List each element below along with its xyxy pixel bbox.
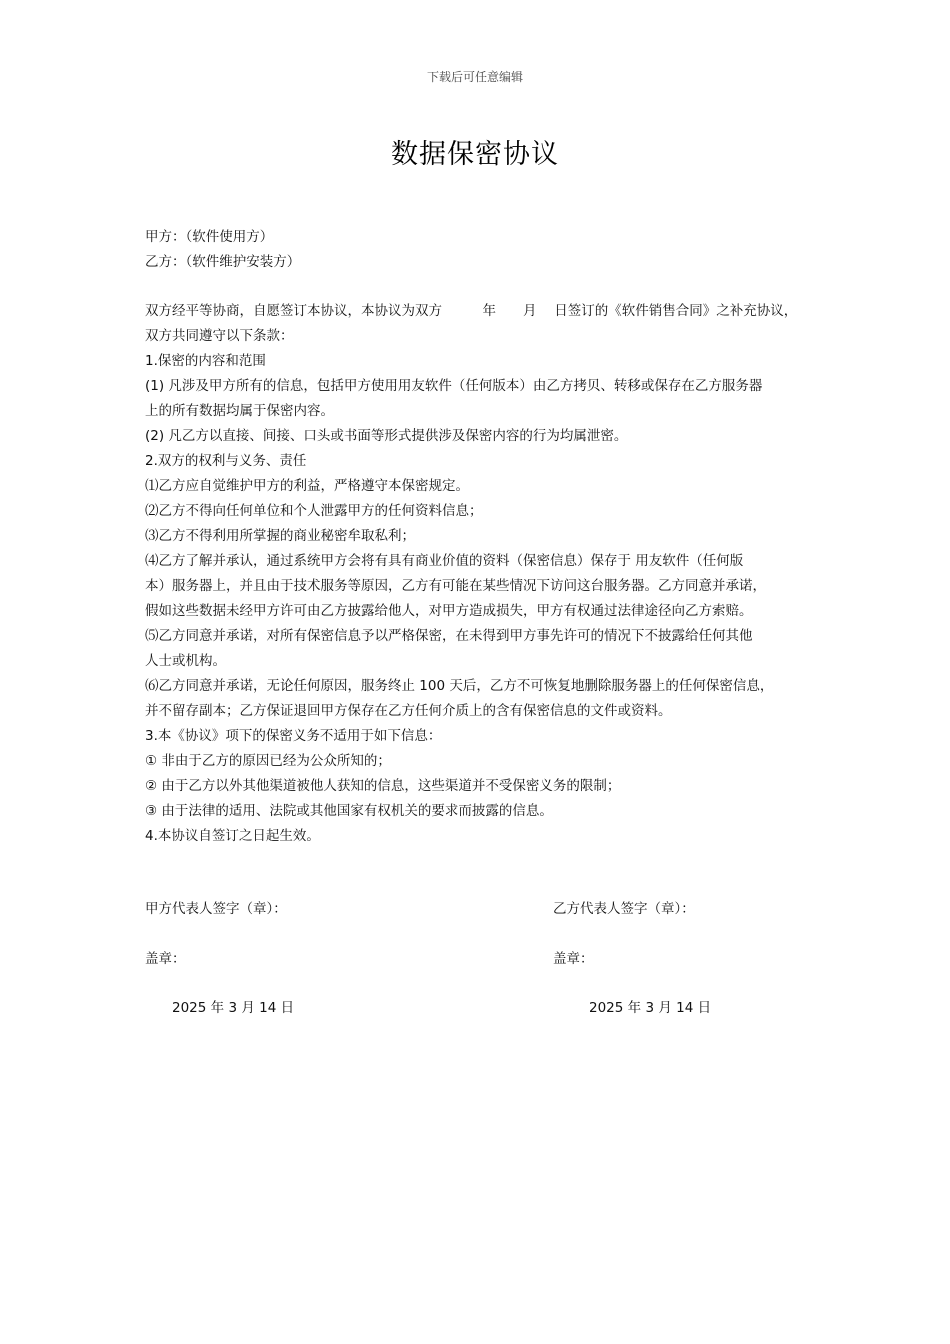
header-note: 下载后可任意编辑 — [426, 70, 523, 84]
body-line: 并不留存副本；乙方保证退回甲方保存在乙方任何介质上的含有保密信息的文件或资料。 — [145, 703, 672, 719]
body-line: 人士或机构。 — [145, 653, 226, 669]
body-line: ⑶乙方不得利用所掌握的商业秘密牟取私利； — [145, 528, 415, 544]
party-b-line: 乙方：（软件维护安装方） — [145, 254, 301, 270]
parties-block — [145, 225, 825, 275]
party-a-date: 2025 年 3 月 14 日 — [172, 1000, 295, 1016]
body-line: ⑴乙方应自觉维护甲方的利益，严格遵守本保密规定。 — [145, 478, 469, 494]
party-b-date: 2025 年 3 月 14 日 — [589, 1000, 712, 1016]
body-line: ③ 由于法律的适用、法院或其他国家有权机关的要求而披露的信息。 — [145, 803, 553, 819]
body-line: ① 非由于乙方的原因已经为公众所知的； — [145, 753, 391, 769]
party-b-seal-label: 盖章： — [553, 951, 594, 967]
party-a-seal-label: 盖章： — [145, 951, 186, 967]
party-b-signature-label: 乙方代表人签字（章）： — [553, 901, 695, 917]
body-line: 本）服务器上，并且由于技术服务等原因，乙方有可能在某些情况下访问这台服务器。乙方同意并承诺， — [145, 578, 766, 594]
document-title: 数据保密协议 — [391, 139, 559, 170]
body-line: 上的所有数据均属于保密内容。 — [145, 403, 334, 419]
agreement-body — [145, 299, 825, 849]
body-line: ⑷乙方了解并承认，通过系统甲方会将有具有商业价值的资料（保密信息）保存于 用友软件（任何版 — [145, 553, 744, 569]
body-line: ⑵乙方不得向任何单位和个人泄露甲方的任何资料信息； — [145, 503, 483, 519]
party-a-line: 甲方：（软件使用方） — [145, 229, 274, 245]
party-a-signature-label: 甲方代表人签字（章）： — [145, 901, 287, 917]
body-line: (1) 凡涉及甲方所有的信息，包括甲方使用用友软件（任何版本）由乙方拷贝、转移或保存在乙方服务器 — [145, 378, 763, 394]
body-line: ② 由于乙方以外其他渠道被他人获知的信息，这些渠道并不受保密义务的限制； — [145, 778, 621, 794]
body-line: (2) 凡乙方以直接、间接、口头或书面等形式提供涉及保密内容的行为均属泄密。 — [145, 428, 628, 444]
body-line: 双方共同遵守以下条款： — [145, 328, 294, 344]
body-line: ⑹乙方同意并承诺，无论任何原因，服务终止 100 天后，乙方不可恢复地删除服务器上的任何保密信息， — [145, 678, 774, 694]
section-heading: 2.双方的权利与义务、责任 — [145, 453, 307, 469]
body-line: 假如这些数据未经甲方许可由乙方披露给他人，对甲方造成损失，甲方有权通过法律途径向乙方索赔。 — [145, 603, 753, 619]
body-line: ⑸乙方同意并承诺，对所有保密信息予以严格保密，在未得到甲方事先许可的情况下不披露给任何其他 — [145, 628, 753, 644]
section-heading: 4.本协议自签订之日起生效。 — [145, 828, 320, 844]
body-line: 双方经平等协商，自愿签订本协议，本协议为双方 年 月 日签订的《软件销售合同》之补充协议， — [145, 303, 798, 319]
section-heading: 1.保密的内容和范围 — [145, 353, 266, 369]
section-heading: 3.本《协议》项下的保密义务不适用于如下信息： — [145, 728, 442, 744]
